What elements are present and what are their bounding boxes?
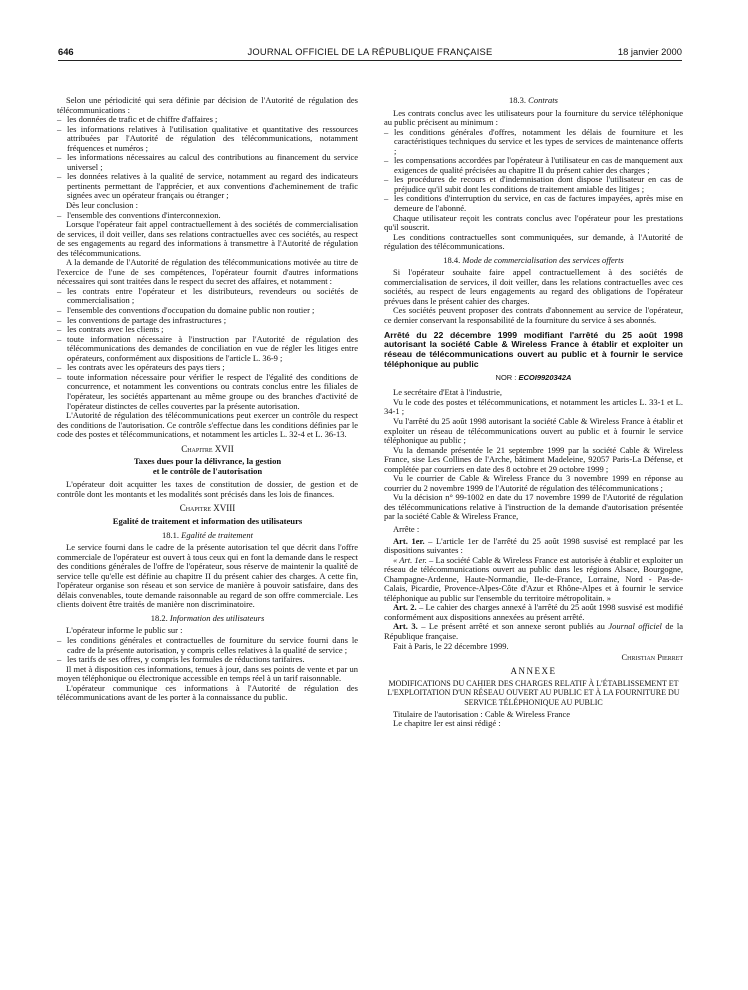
info-list-periodic <box>57 115 358 201</box>
section-number: 18.4. <box>443 254 461 265</box>
journal-name: Journal officiel <box>608 621 662 632</box>
list-item: – les conventions de partage des infrastructures ; <box>57 316 358 326</box>
paragraph: L'opérateur doit acquitter les taxes de constitution de dossier, de gestion et de contrôle dont les montants et les modalités sont précisés dans les lois de finances. <box>57 479 358 499</box>
section-title: Information des utilisateurs <box>169 612 265 623</box>
chapter-17-title-line2: et le contrôle de l'autorisation <box>152 465 263 476</box>
issue-date: 18 janvier 2000 <box>617 46 682 57</box>
list-item: – les informations relatives à l'utilisation qualitative et quantitative des ressources attribuées par l'Autorité de régulation des télécommunications, notamment fréquences et numéros ; <box>57 125 358 154</box>
paragraph: Vu le code des postes et télécommunications, et notamment les articles L. 33-1 et L. 34-1 ; <box>384 396 683 417</box>
signature: Christian Pierret <box>621 652 683 663</box>
paragraph: Titulaire de l'autorisation : Cable & Wireless France <box>393 708 571 719</box>
section-number: 18.3. <box>509 95 527 105</box>
paragraph: Le chapitre Ier est ainsi rédigé : <box>393 718 501 729</box>
article-text: – L'article 1er de l'arrêté du 25 août 1998 susvisé est remplacé par les dispositions suivantes : <box>384 535 683 556</box>
public-info-list <box>57 636 358 665</box>
page-number: 646 <box>58 46 74 57</box>
list-item: – les procédures de recours et d'indemnisation dont dispose l'utilisateur en cas de préjudice qu'il subit dont les conditions de traitement amiable des litiges ; <box>384 175 683 194</box>
paragraph: Le secrétaire d'Etat à l'industrie, <box>393 387 503 398</box>
paragraph: Si l'opérateur souhaite faire appel contractuellement à des sociétés de commercialisation de services, il doit veiller, dans les relations contractuelles avec ces sociétés, au respect de leurs engagements au regard des obligations de l'opérateur prévues dans le présent cahier des charges. <box>384 267 683 306</box>
paragraph: Le service fourni dans le cadre de la présente autorisation tel que décrit dans l'offre commerciale de l'opérateur est ouvert à tous ceux qui en font la demande dans le respect des conditions générales de l'offre de l'opérateur, sous réserve de maintenir la qualité de service telle qu'elle est définie au chapitre II du présent cahier des charges. A cette fin, l'opérateur organise son réseau et son service de manière à pouvoir satisfaire, dans des délais convenables, toute demande raisonnable au regard de son offre commerciale. Les clients doivent être traités de manière non discriminatoire. <box>57 542 358 610</box>
section-title: Contrats <box>528 95 558 105</box>
paragraph: Il met à disposition ces informations, tenues à jour, dans ses points de vente et par un moyen téléphonique ou électronique accessible en temps réel à un tarif raisonnable. <box>57 663 358 684</box>
list-item: – l'ensemble des conventions d'interconnexion. <box>57 211 358 221</box>
article-text: – Le cahier des charges annexé à l'arrêté du 25 août 1998 susvisé est modifié conformément aux dispositions annexées au présent arrêté. <box>384 602 683 622</box>
list-item: – toute information nécessaire à l'instruction par l'Autorité de régulation des télécommunications des demandes de conciliation en vue de régler les litiges entre opérateurs, conformément aux dispositions de l'article L. 36-9 ; <box>57 335 358 364</box>
list-item: – les informations nécessaires au calcul des contributions au financement du service universel ; <box>57 153 358 172</box>
paragraph: Chaque utilisateur reçoit les contrats conclus avec l'opérateur pour les prestations qu'il souscrit. <box>384 212 683 233</box>
paragraph: A la demande de l'Autorité de régulation des télécommunications motivée au titre de l'exercice de l'une de ses compétences, l'opérateur fournit d'autres informations nécessaires qui sont traitées dans le respect du secret des affaires, et notamment : <box>57 257 358 287</box>
section-18-4-heading <box>384 256 683 266</box>
paragraph: Vu le courrier de Cable & Wireless France du 3 novembre 1999 en réponse au courrier du 2 novembre 1999 de l'Autorité de régulation des télécommunications ; <box>384 473 683 493</box>
chapter-17-title-line1: Taxes dues pour la délivrance, la gestion <box>133 456 282 467</box>
paragraph: Les conditions contractuelles sont communiquées, sur demande, à l'Autorité de régulation des télécommunications. <box>384 231 683 252</box>
list-item: – toute information nécessaire pour vérifier le respect de l'égalité des conditions de concurrence, et notamment les conventions ou contrats conclus entre les filiales de l'opérateur, les sociétés appartenant au même groupe ou des branches d'activité de l'opérateur distinctes de celles couvertes par la présente autorisation. <box>57 373 358 411</box>
paragraph: L'opérateur communique ces informations à l'Autorité de régulation des télécommunications avant de les porter à la connaissance du public. <box>57 682 358 703</box>
contract-terms-list <box>384 128 683 214</box>
paragraph: Vu l'arrêté du 25 août 1998 autorisant la société Cable & Wireless France à établir et exploiter un réseau de télécommunications ouvert au public et à fournir le service téléphonique au public ; <box>384 415 683 446</box>
article-text: de la République française. <box>384 621 684 641</box>
list-item: – les conditions d'interruption du service, en cas de factures impayées, après mise en demeure de l'abonné. <box>384 194 683 213</box>
place-date: Fait à Paris, le 22 décembre 1999. <box>393 640 509 651</box>
right-column <box>384 96 683 729</box>
section-18-3-heading <box>384 96 683 106</box>
page-header <box>58 46 682 58</box>
nor-code: ECOI9920342A <box>518 372 572 382</box>
chapter-18-title: Egalité de traitement et information des utilisateurs <box>112 515 303 526</box>
article-text: – Le présent arrêté et son annexe seront publiés au <box>421 621 609 632</box>
article-text: – La société Cable & Wireless France est autorisée à établir et exploiter un réseau de télécommunications ouvert au public dans les régions Alsace, Bourgogne, Champagne-Ardenne, Haute-Normandie, Ile-de-France, Lorraine, Nord - Pas-de-Calais, Picardie, Provence-Alpes-Côte d'Azur et Rhône-Alpes et à fournir le service téléphonique au public sur l'ensemble du territoire métropolitain. » <box>384 554 683 603</box>
info-list-conclusion <box>57 211 358 221</box>
list-item: – les contrats avec les clients ; <box>57 325 358 335</box>
list-item: – les données relatives à la qualité de service, notamment au regard des indicateurs pertinents permettant de l'apprécier, et aux conventions d'acheminement de trafic signées avec un opérateur français ou étranger ; <box>57 172 358 201</box>
paragraph: Les contrats conclus avec les utilisateurs pour la fourniture du service téléphonique au public précisent au minimum : <box>384 107 683 128</box>
list-item: – les contrats avec les opérateurs des pays tiers ; <box>57 363 358 373</box>
paragraph: L'Autorité de régulation des télécommunications peut exercer un contrôle du respect des conditions de l'autorisation. Ce contrôle s'effectue dans les conditions définies par le code des postes et télécommunications, et notamment les articles L. 32-4 et L. 36-13. <box>57 410 358 440</box>
section-title: Egalité de traitement <box>181 529 253 540</box>
list-item: – l'ensemble des conventions d'occupation du domaine public non routier ; <box>57 306 358 316</box>
journal-title: JOURNAL OFFICIEL DE LA RÉPUBLIQUE FRANÇAISE <box>247 46 493 57</box>
article-label: Art. 2. <box>393 602 417 613</box>
nor-reference <box>384 373 683 383</box>
list-item: – les tarifs de ses offres, y compris les formules de réductions tarifaires. <box>57 655 358 665</box>
paragraph: Vu la décision n° 99-1002 en date du 17 novembre 1999 de l'Autorité de régulation des télécommunications relative à l'instruction de la demande d'autorisation présentée par la société Cable & Wireless France, <box>384 492 683 522</box>
article-1 <box>384 537 683 556</box>
arrete-title: Arrêté du 22 décembre 1999 modifiant l'arrêté du 25 août 1998 autorisant la société Cable & Wireless France à établir et exploiter un réseau de télécommunications ouvert au public et à fournir le service téléphonique au public <box>384 329 683 369</box>
list-item: – les compensations accordées par l'opérateur à l'utilisateur en cas de manquement aux exigences de qualité précisées au chapitre II du présent cahier des charges ; <box>384 156 683 175</box>
list-item: – les conditions générales et contractuelles de fourniture du service fourni dans le cadre de la présente autorisation, y compris celles relatives à la qualité de service ; <box>57 636 358 655</box>
section-number: 18.1. <box>162 529 180 540</box>
article-1-quote <box>384 556 683 604</box>
list-item: – les contrats entre l'opérateur et les distributeurs, revendeurs ou sociétés de commercialisation ; <box>57 287 358 306</box>
nor-label: NOR : <box>495 372 517 382</box>
section-18-2-heading <box>57 614 358 624</box>
paragraph: Selon une périodicité qui sera définie par décision de l'Autorité de régulation des télécommunications : <box>57 95 358 115</box>
paragraph: Lorsque l'opérateur fait appel contractuellement à des sociétés de commercialisation de services, il doit veiller, dans ses relations contractuelles avec ces sociétés, au respect de ses engagements au regard des informations à transmettre à l'Autorité de régulation des télécommunications. <box>57 219 358 258</box>
article-quote-label: « Art. 1er. <box>393 554 427 565</box>
article-label: Art. 3. <box>393 621 418 632</box>
header-rule <box>58 60 682 61</box>
annexe-heading: ANNEXE <box>510 665 557 676</box>
arrete-label: Arrête : <box>393 523 420 534</box>
paragraph: L'opérateur informe le public sur : <box>66 625 183 636</box>
paragraph: Vu la demande présentée le 21 septembre 1999 par la société Cable & Wireless France, sise Les Collines de l'Arche, bâtiment Madeleine, 92057 Paris-La Défense, et complétée par courriers en date des 8 octobre et 29 octobre 1999 ; <box>384 444 683 474</box>
section-18-1-heading <box>57 531 358 541</box>
chapter-17-label: Chapitre XVII <box>181 443 234 454</box>
list-item: – les données de trafic et de chiffre d'affaires ; <box>57 115 358 125</box>
annexe-title: MODIFICATIONS DU CAHIER DES CHARGES RELATIF À L'ÉTABLISSEMENT ET L'EXPLOITATION D'UN RÉSEAU OUVERT AU PUBLIC ET À LA FOURNITURE DU SERVICE TÉLÉPHONIQUE AU PUBLIC <box>387 679 680 707</box>
list-item: – les conditions générales d'offres, notamment les délais de fourniture et les caractéristiques techniques du service et les types de services de maintenance offerts ; <box>384 128 683 157</box>
article-3 <box>384 622 683 641</box>
chapter-18-label: Chapitre XVIII <box>179 503 236 514</box>
section-title: Mode de commercialisation des services offerts <box>462 254 624 265</box>
left-column <box>57 96 358 703</box>
paragraph: Ces sociétés peuvent proposer des contrats d'abonnement au service de l'opérateur, ce dernier conservant la responsabilité de la fourniture du service à ses abonnés. <box>384 305 683 326</box>
info-list-on-demand <box>57 287 358 411</box>
paragraph: Dès leur conclusion : <box>66 200 138 211</box>
section-number: 18.2. <box>150 612 168 623</box>
article-label: Art. 1er. <box>393 535 425 546</box>
article-2 <box>384 603 683 622</box>
